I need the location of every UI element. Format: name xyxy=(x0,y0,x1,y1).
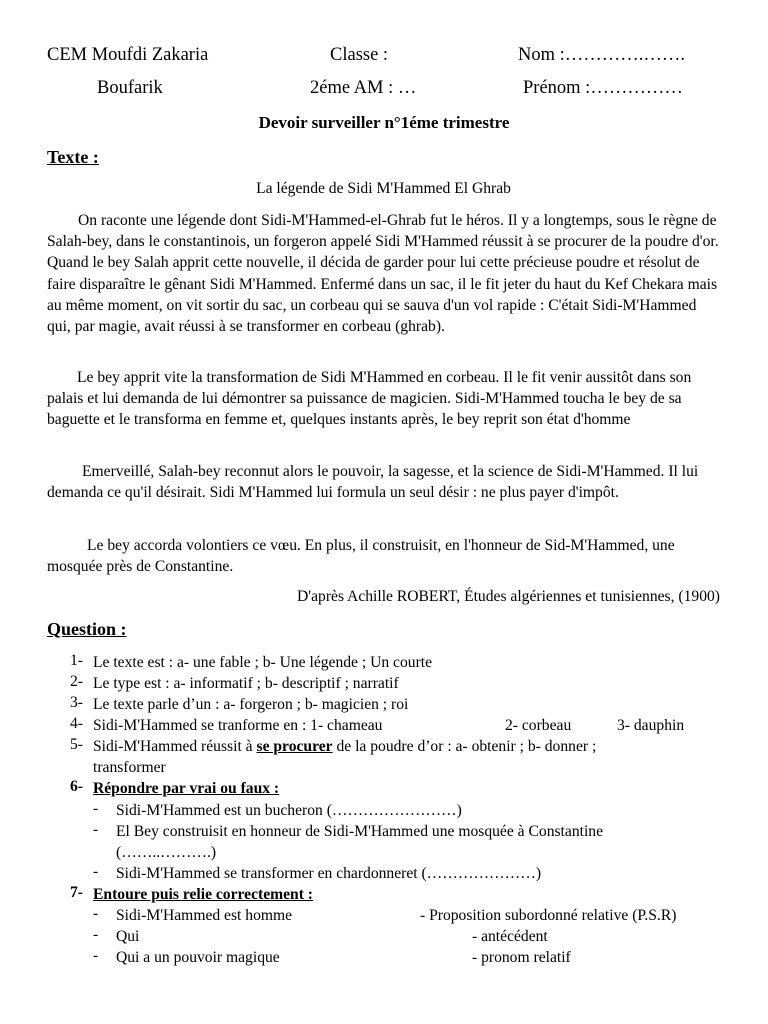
q7-left-2-dash: - xyxy=(93,926,99,943)
texte-heading: Texte : xyxy=(47,147,99,167)
paragraph-3: Emerveillé, Salah-bey reconnut alors le pouvoir, la sagesse, et la science de Sidi-M'Hammed. Il lui demanda ce qu'il désirait. Sidi M'Hammed lui formula un seul désir : ne plus payer d'impôt. xyxy=(47,463,699,502)
q2-number: 2- xyxy=(70,673,83,690)
question-3: Le texte parle d’un : a- forgeron ; b- magicien ; roi xyxy=(93,696,409,713)
q3-number: 3- xyxy=(70,694,83,711)
question-4: Sidi-M'Hammed se tranforme en : 1- chameau xyxy=(93,717,383,734)
q7-right-3: - pronom relatif xyxy=(472,949,571,966)
q7-left-1-dash: - xyxy=(93,905,99,922)
q5-keyword: se procurer xyxy=(256,738,333,755)
text-title: La légende de Sidi M'Hammed El Ghrab xyxy=(256,180,511,197)
q6-item-1: Sidi-M'Hammed est un bucheron (……………………) xyxy=(116,802,462,819)
question-4-option-3: 3- dauphin xyxy=(617,717,685,734)
q1-number: 1- xyxy=(70,652,83,669)
source-citation: D'après Achille ROBERT, Études algériennes et tunisiennes, (1900) xyxy=(297,588,720,605)
question-1: Le texte est : a- une fable ; b- Une légende ; Un courte xyxy=(93,654,433,671)
q6-item-3: Sidi-M'Hammed se transformer en chardonneret (…………………) xyxy=(116,865,542,882)
q5-number: 5- xyxy=(70,736,83,753)
q7-number: 7- xyxy=(70,884,83,901)
question-heading: Question : xyxy=(47,619,127,639)
q7-left-3: Qui a un pouvoir magique xyxy=(116,949,280,966)
class-level: 2éme AM : … xyxy=(310,78,417,98)
question-4-option-2: 2- corbeau xyxy=(505,717,572,734)
q7-right-1: - Proposition subordonné relative (P.S.R) xyxy=(420,907,677,924)
q6-item-2-dash: - xyxy=(93,821,99,838)
school-name: CEM Moufdi Zakaria xyxy=(47,45,209,65)
q6-item-2-blank: (……..……….) xyxy=(116,844,217,861)
question-5-line-2: transformer xyxy=(93,759,166,776)
q6-item-3-dash: - xyxy=(93,863,99,880)
q7-left-2: Qui xyxy=(116,928,140,945)
q7-right-2: - antécédent xyxy=(472,928,548,945)
q7-left-1: Sidi-M'Hammed est homme xyxy=(116,907,293,924)
school-city: Boufarik xyxy=(97,78,163,98)
paragraph-4: Le bey accorda volontiers ce vœu. En plus, il construisit, en l'honneur de Sid-M'Hammed, une mosquée près de Constantine. xyxy=(47,537,675,576)
question-7-title: Entoure puis relie correctement : xyxy=(93,886,313,903)
question-5 xyxy=(93,736,596,757)
question-2: Le type est : a- informatif ; b- descriptif ; narratif xyxy=(93,675,399,692)
q5-prefix: Sidi-M'Hammed réussit à xyxy=(93,738,257,755)
paragraph-1: On raconte une légende dont Sidi-M'Hammed-el-Ghrab fut le héros. Il y a longtemps, sous le règne de Salah-bey, dans le constantinois, un forgeron appelé Sidi M'Hammed réussit à se procurer de la poudre d'or. Quand le bey Salah apprit cette nouvelle, il décida de garder pour lui cette précieuse poudre et résolut de faire disparaître le gênant Sidi M'Hammed. Enfermé dans un sac, il le fit jeter du haut du Kef Chekara mais au même moment, on vit sortir du sac, un corbeau qui se sauva d'un vol rapide : C'était Sidi-M'Hammed qui, par magie, avait réussi à se transformer en corbeau (ghrab). xyxy=(47,212,719,336)
q6-item-1-dash: - xyxy=(93,800,99,817)
question-6-title: Répondre par vrai ou faux : xyxy=(93,780,280,797)
q5-suffix: de la poudre d’or : a- obtenir ; b- donner ; xyxy=(332,738,597,755)
paragraph-2: Le bey apprit vite la transformation de Sidi M'Hammed en corbeau. Il le fit venir aussitôt dans son palais et lui demanda de lui démontrer sa puissance de magicien. Sidi-M'Hammed toucha le bey de sa baguette et le transforma en femme et, quelques instants après, le bey reprit son état d'homme xyxy=(47,369,692,429)
class-label: Classe : xyxy=(330,45,389,65)
firstname-field-label: Prénom :…………… xyxy=(523,78,683,98)
name-field-label: Nom :………….……. xyxy=(518,45,686,65)
exam-title: Devoir surveiller n°1éme trimestre xyxy=(258,113,510,132)
q7-left-3-dash: - xyxy=(93,947,99,964)
q4-number: 4- xyxy=(70,715,83,732)
q6-number: 6- xyxy=(70,778,83,795)
q6-item-2: El Bey construisit en honneur de Sidi-M'Hammed une mosquée à Constantine xyxy=(116,823,603,840)
